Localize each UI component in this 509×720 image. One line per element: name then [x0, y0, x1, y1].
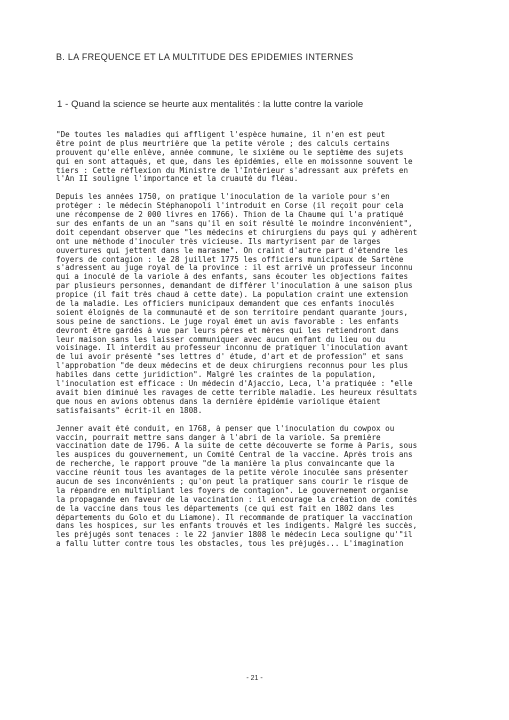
- text-line: les préjugés sont tenaces : le 22 janvier 1808 le médecin Leca souligne qu'"il: [56, 531, 413, 540]
- text-line: "De toutes les maladies qui affligent l'espèce humaine, il n'en est peut: [56, 131, 386, 139]
- text-line: vaccine réunit tous les avantages de la petite vérole inoculée sans présenter: [56, 469, 409, 478]
- paragraph: [56, 425, 476, 549]
- text-line: l'An II souligne l'importance et la cruauté du fléau.: [56, 175, 299, 184]
- text-line: satisfaisants" écrit-il en 1808.: [56, 406, 203, 415]
- text-line: voisinage. Il interdit au professeur inconnu de pratiquer l'inoculation avant: [56, 344, 409, 353]
- text-line: une récompense de 2 000 livres en 1766). Thion de la Chaume qui l'a pratiqué: [56, 211, 404, 220]
- text-line: soient éloignés de la communauté et de son territoire pendant quarante jours,: [56, 308, 409, 317]
- text-line: aucun de ses inconvénients ; qu'on peut la pratiquer sans courir le risque de: [56, 477, 409, 486]
- text-line: de la maladie. Les officiers municipaux demandent que ces enfants inoculés: [56, 300, 395, 309]
- paragraph: [56, 193, 476, 415]
- section-title: B. LA FREQUENCE ET LA MULTITUDE DES EPIDEMIES INTERNES: [56, 52, 354, 62]
- text-line: propice (il fait très chaud à cette date). La population craint une extension: [56, 291, 409, 300]
- text-line: a fallu lutter contre tous les obstacles, tous les préjugés... L'imagination: [56, 540, 404, 549]
- text-line: devront être gardés à vue par leurs pères et mères qui les retiendront dans: [56, 326, 399, 335]
- text-line: être point de plus meurtrière que la petite vérole ; des calculs certains: [56, 139, 390, 148]
- text-line: de lui avoir présenté "ses lettres d' étude, d'art et de profession" et sans: [56, 353, 404, 362]
- text-line: dans les hospices, sur les enfants trouvés et les indigents. Malgré les succès,: [56, 522, 418, 531]
- text-line: Depuis les années 1750, on pratique l'inoculation de la variole pour s'en: [56, 193, 390, 202]
- text-line: ouvertures qui jettent dans le marasme". On craint d'autre part d'étendre les: [56, 246, 409, 255]
- text-line: que nous en avions obtenus dans la dernière épidémie variolique étaient: [56, 397, 381, 406]
- paragraph: [56, 131, 476, 184]
- text-line: de la vaccine dans tous les départements (ce qui est fait en 1802 dans les: [56, 504, 395, 513]
- body-text: [56, 131, 476, 549]
- page-number: - 21 -: [246, 675, 263, 682]
- text-line: sous peine de sanctions. Le juge royal émet un avis favorable : les enfants: [56, 317, 399, 326]
- text-line: la propagande en faveur de la vaccination : il encourage la création de comités: [56, 495, 418, 504]
- paragraph-gap: [56, 184, 476, 193]
- text-line: Jenner avait été conduit, en 1768, à penser que l'inoculation du cowpox ou: [56, 424, 395, 433]
- text-line: départements du Golo et du Liamone). Il recommande de pratiquer la vaccination: [56, 513, 413, 522]
- paragraph-gap: [56, 416, 476, 425]
- text-line: la répandre en multipliant les foyers de contagion". Le gouvernement organise: [56, 486, 409, 495]
- text-line: protéger : le médecin Stéphanopoli l'introduit en Corse (il reçoit pour cela: [56, 202, 404, 211]
- text-line: vaccin, pourrait mettre sans danger à l'abri de la variole. Sa première: [56, 433, 381, 442]
- text-line: les auspices du gouvernement, un Comité Central de la vaccine. Après trois ans: [56, 451, 413, 460]
- text-line: qui a inoculé de la variole à des enfants, sans écouter les objections faites: [56, 273, 409, 282]
- text-line: foyers de contagion : le 28 juillet 1775 les officiers municipaux de Sartène: [56, 255, 404, 264]
- text-line: s'adressent au juge royal de la province : il est arrivé un professeur inconnu: [56, 264, 413, 273]
- text-line: de recherche, le rapport prouve "de la manière la plus convaincante que la: [56, 460, 395, 469]
- text-line: ont une méthode d'inoculer très vicieuse. Ils martyrisent par de larges: [56, 237, 381, 246]
- text-line: prouvent qu'elle enlève, année commune, le sixième ou le septième des sujets: [56, 148, 404, 157]
- text-line: par plusieurs personnes, demandant de différer l'inoculation à une saison plus: [56, 282, 413, 291]
- text-line: doit cependant observer que "les médecins et chirurgiens du pays qui y adhèrent: [56, 228, 418, 237]
- text-line: qui en sont attaqués, et que, dans les épidémies, elle en moissonne souvent le: [56, 157, 413, 166]
- text-line: l'approbation "de deux médecins et de deux chirurgiens reconnus pour les plus: [56, 362, 409, 371]
- text-line: avait bien diminué les ravages de cette terrible maladie. Les heureux résultats: [56, 388, 418, 397]
- text-line: habiles dans cette juridiction". Malgré les craintes de la population,: [56, 371, 377, 380]
- text-line: vaccination date de 1796. A la suite de cette découverte se forme à Paris, sous: [56, 442, 418, 451]
- text-line: l'inoculation est efficace : Un médecin d'Ajaccio, Leca, l'a pratiquée : "elle: [56, 380, 413, 389]
- subsection-title: 1 - Quand la science se heurte aux mentalités : la lutte contre la variole: [57, 99, 364, 110]
- text-line: leur maison sans les laisser communiquer avec aucun enfant du lieu ou du: [56, 335, 386, 344]
- text-line: sur des enfants de un an "sans qu'il en soit résulté le moindre inconvénient",: [56, 220, 413, 229]
- text-line: tiers : Cette réflexion du Ministre de l'Intérieur s'adressant aux préfets en: [56, 166, 409, 175]
